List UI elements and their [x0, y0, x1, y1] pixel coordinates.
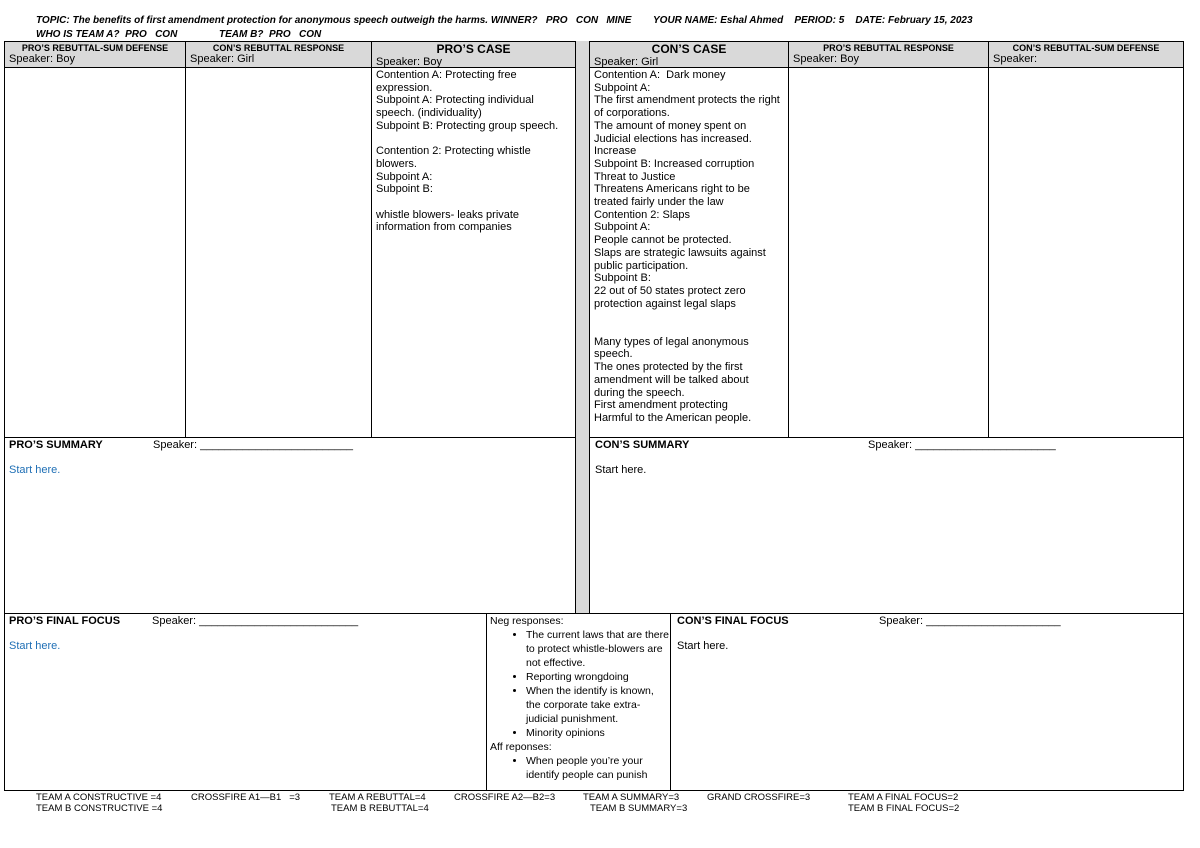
- score-crossfire-a1-b1: CROSSFIRE A1—B1 =3: [191, 792, 301, 803]
- topic-line: TOPIC: The benefits of first amendment protection for anonymous speech outweigh the harms. WINNER? PRO CON MINE: [36, 15, 632, 26]
- column-header: [186, 42, 371, 68]
- score-team-a-constructive: TEAM A CONSTRUCTIVE =4: [36, 792, 162, 803]
- pro-summary-section: [4, 437, 576, 614]
- response-notes: [490, 614, 670, 782]
- column-speaker: Speaker:: [993, 53, 1038, 65]
- aff-responses-list: [490, 754, 670, 782]
- con-final-focus-section: [670, 613, 1184, 791]
- score-team-a-summary: TEAM A SUMMARY=3: [583, 792, 680, 803]
- pro-summary-title: PRO’S SUMMARY: [9, 439, 103, 451]
- column-speaker: Speaker: Girl: [594, 56, 659, 68]
- con-summary-start[interactable]: Start here.: [595, 464, 647, 476]
- column-header: [989, 42, 1183, 68]
- column-notes[interactable]: Contention A: Dark money Subpoint A: The first amendment protects the right of corporations. The amount of money spent on Judicial elections has increased. Increase Subpoint B: Increased corruption Threat to Justice Threatens Americans right to be treated fairly under the law Contention 2: Slaps Subpoint A: People cannot be protected. Slaps are strategic lawsuits against public participation. Subpoint B: 22 out of 50 states protect zero protection against legal slaps Many types of legal anonymous speech. The ones protected by the first amendment will be talked about during the speech. First amendment protecting Harmful to the American people.: [594, 69, 780, 424]
- column-title: CON’S REBUTTAL RESPONSE: [212, 43, 345, 53]
- con-summary-section: [589, 437, 1184, 614]
- column-header: [789, 42, 988, 68]
- list-item: • The current laws that are there to protect whistle-blowers are not effective.: [526, 628, 670, 670]
- column-title: CON’S CASE: [651, 42, 727, 56]
- column-speaker: Speaker: Boy: [793, 53, 860, 65]
- con-final-title: CON’S FINAL FOCUS: [677, 615, 789, 627]
- aff-responses-title: Aff reponses:: [490, 741, 552, 753]
- pro-final-speaker: Speaker: __________________________: [152, 615, 359, 627]
- column-title: CON’S REBUTTAL-SUM DEFENSE: [1012, 43, 1160, 53]
- column-notes[interactable]: Contention A: Protecting free expression. Subpoint A: Protecting individual speech. (individuality) Subpoint B: Protecting group speech. Contention 2: Protecting whistle blowers. Subpoint A: Subpoint B: whistle blowers- leaks private information from companies: [376, 69, 559, 234]
- pro-summary-speaker: Speaker: _________________________: [153, 439, 354, 451]
- pro-rebuttal-sum-defense-column: [4, 41, 186, 438]
- con-summary-title: CON’S SUMMARY: [595, 439, 690, 451]
- column-header: [590, 42, 788, 68]
- pro-summary-start[interactable]: Start here.: [9, 464, 61, 476]
- con-case-column: [589, 41, 789, 438]
- pro-final-start[interactable]: Start here.: [9, 640, 61, 652]
- list-item: • When the identify is known, the corporate take extra-judicial punishment.: [526, 684, 670, 726]
- column-title: PRO’S REBUTTAL-SUM DEFENSE: [21, 43, 169, 53]
- score-team-b-rebuttal: TEAM B REBUTTAL=4: [331, 803, 429, 814]
- con-final-start[interactable]: Start here.: [677, 640, 729, 652]
- neg-responses-list: [490, 628, 670, 740]
- con-final-speaker: Speaker: ______________________: [879, 615, 1061, 627]
- column-title: PRO’S CASE: [436, 42, 511, 56]
- score-crossfire-a2-b2: CROSSFIRE A2—B2=3: [454, 792, 556, 803]
- pro-final-title: PRO’S FINAL FOCUS: [9, 615, 121, 627]
- student-info-line: YOUR NAME: Eshal Ahmed PERIOD: 5 DATE: February 15, 2023: [653, 15, 973, 26]
- con-summary-speaker: Speaker: _______________________: [868, 439, 1056, 451]
- center-divider: [575, 41, 590, 613]
- column-speaker: Speaker: Boy: [9, 53, 76, 65]
- neg-responses-title: Neg responses:: [490, 615, 564, 627]
- list-item: • When people you’re your identify people can punish: [526, 754, 670, 782]
- con-rebuttal-sum-defense-column: [988, 41, 1184, 438]
- team-line: WHO IS TEAM A? PRO CON TEAM B? PRO CON: [36, 29, 322, 40]
- column-header: [372, 42, 575, 68]
- column-header: [5, 42, 185, 68]
- score-team-a-rebuttal: TEAM A REBUTTAL=4: [329, 792, 426, 803]
- score-team-a-final-focus: TEAM A FINAL FOCUS=2: [848, 792, 959, 803]
- list-item: • Minority opinions: [526, 726, 670, 740]
- pro-case-column: [371, 41, 576, 438]
- column-speaker: Speaker: Girl: [190, 53, 255, 65]
- pro-rebuttal-response-column: [788, 41, 989, 438]
- score-team-b-final-focus: TEAM B FINAL FOCUS=2: [848, 803, 960, 814]
- con-rebuttal-response-column: [185, 41, 372, 438]
- column-title: PRO’S REBUTTAL RESPONSE: [823, 43, 954, 53]
- score-grand-crossfire: GRAND CROSSFIRE=3: [707, 792, 811, 803]
- score-team-b-summary: TEAM B SUMMARY=3: [590, 803, 688, 814]
- column-speaker: Speaker: Boy: [376, 56, 443, 68]
- notes-divider: [486, 613, 487, 791]
- score-team-b-constructive: TEAM B CONSTRUCTIVE =4: [36, 803, 163, 814]
- list-item: • Reporting wrongdoing: [526, 670, 670, 684]
